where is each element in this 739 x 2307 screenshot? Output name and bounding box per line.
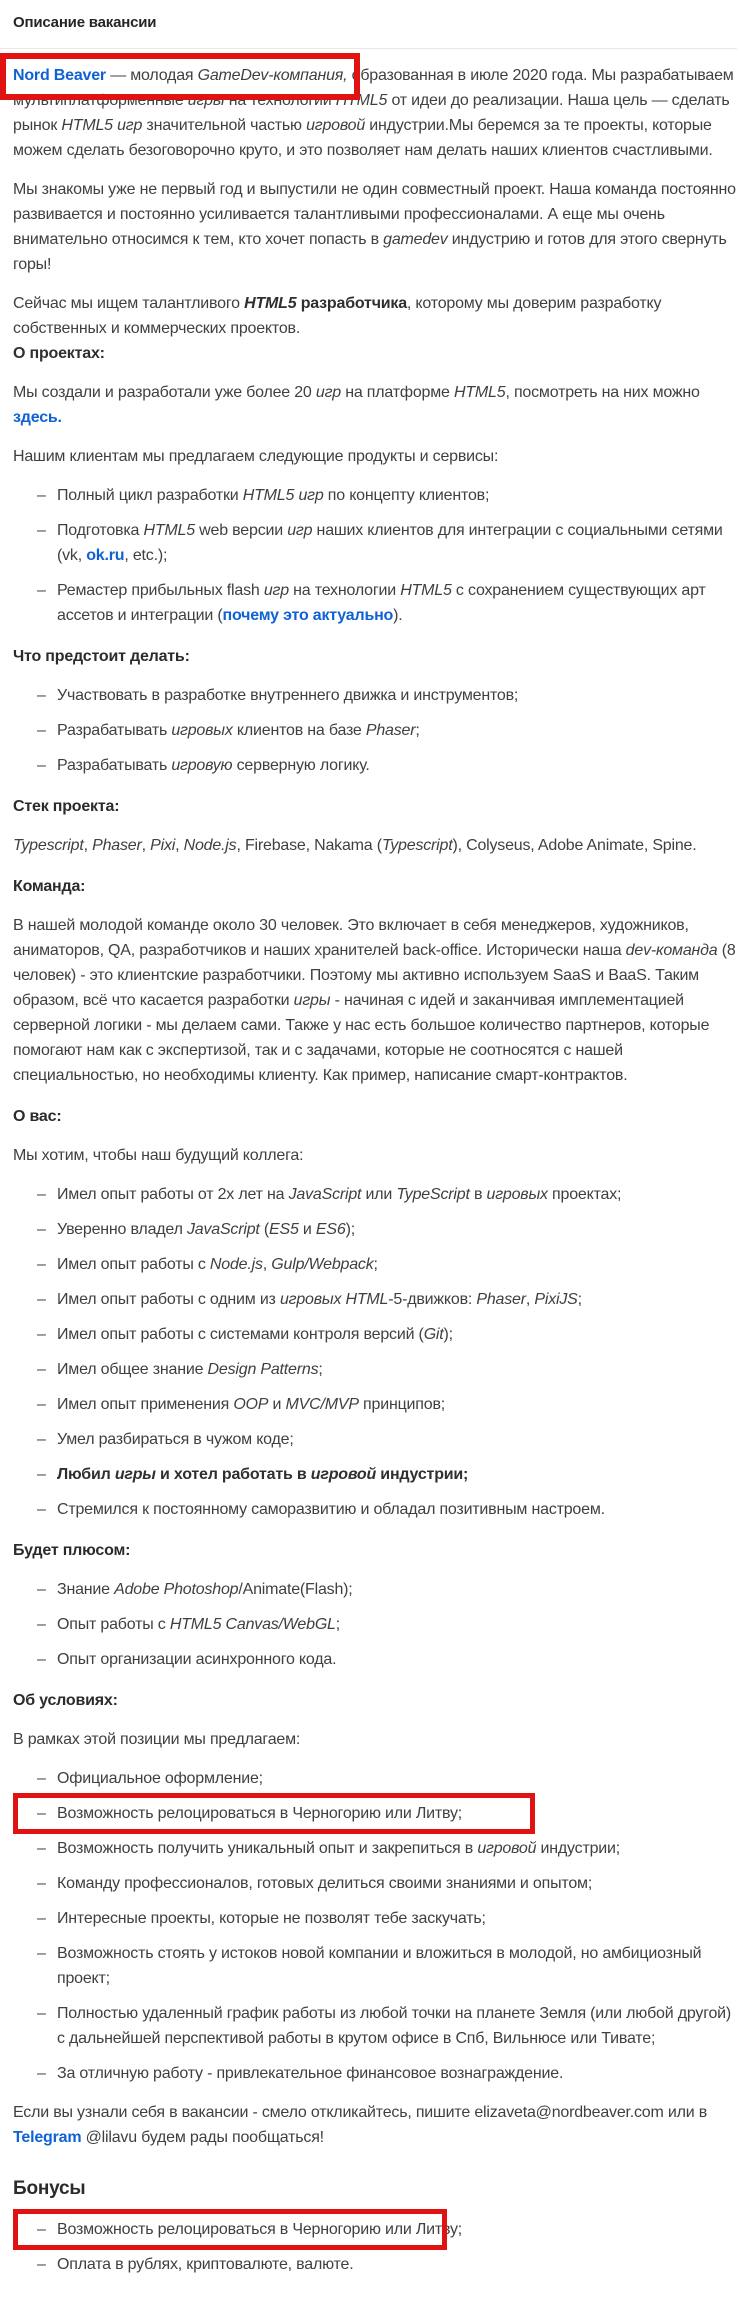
text-segment: Pixi bbox=[150, 837, 176, 854]
list-item bbox=[37, 1941, 737, 1991]
text-segment: HTML5 bbox=[454, 384, 506, 401]
text-segment: и хотел работать в bbox=[155, 1466, 311, 1483]
text-segment: ; bbox=[373, 1256, 378, 1273]
text-segment: на технологии bbox=[288, 582, 401, 599]
list-item bbox=[37, 2001, 737, 2051]
text-segment: , bbox=[83, 837, 93, 854]
text-segment: ; bbox=[577, 1291, 582, 1308]
offer-paragraph: В рамках этой позиции мы предлагаем: bbox=[13, 1731, 301, 1748]
text-segment: Ремастер прибыльных flash bbox=[57, 582, 264, 599]
section-heading-conditions: Об условиях: bbox=[13, 1692, 118, 1709]
text-segment: HTML5 bbox=[400, 582, 452, 599]
text-segment: , bbox=[525, 1291, 535, 1308]
list-item bbox=[37, 1252, 737, 1277]
text-segment: ; bbox=[335, 1616, 341, 1633]
text-segment: ; bbox=[318, 1361, 323, 1378]
section-heading-bonuses: Бонусы bbox=[13, 2178, 86, 2199]
text-segment: Подготовка bbox=[57, 522, 144, 539]
text-segment: JavaScript bbox=[186, 1221, 260, 1238]
text-segment: игр bbox=[263, 582, 289, 599]
text-segment: игровой bbox=[310, 1466, 377, 1483]
text-segment: Phaser bbox=[365, 722, 416, 739]
text-segment: (8 человек) - это клиентские разработчики. Поэтому мы активно используем SaaS и BaaS. Таким образом, всё что касается разработки bbox=[13, 942, 736, 1009]
text-segment: Знание bbox=[57, 1581, 115, 1598]
text-segment: от идеи до реализации. Наша цель — сделать рынок bbox=[13, 92, 730, 134]
text-segment: Команду профессионалов, готовых делиться своими знаниями и опытом; bbox=[57, 1875, 593, 1892]
text-segment: @lilavu будем рады пообщаться! bbox=[81, 2129, 324, 2146]
text-segment: образованная в июле 2020 года. Мы разрабатываем мультиплатформенные bbox=[13, 67, 734, 109]
list-item bbox=[37, 683, 737, 708]
list-item bbox=[37, 483, 737, 508]
page-title: Описание вакансии bbox=[13, 14, 157, 31]
text-segment: игровых bbox=[279, 1291, 342, 1308]
text-segment: Разрабатывать bbox=[57, 722, 172, 739]
text-segment: , bbox=[141, 837, 151, 854]
text-segment: индустрии; bbox=[536, 1840, 621, 1857]
text-segment: , bbox=[175, 837, 184, 854]
text-segment: игры bbox=[114, 1466, 156, 1483]
text-segment: проектах; bbox=[547, 1186, 622, 1203]
section-heading-todo: Что предстоит делать: bbox=[13, 648, 190, 665]
text-segment: , bbox=[262, 1256, 272, 1273]
nord-beaver-link[interactable]: Nord Beaver bbox=[13, 67, 106, 84]
text-segment: , которому мы доверим разработку собственных и коммерческих проектов. bbox=[13, 295, 662, 337]
text-segment: За отличную работу - привлекательное финансовое вознаграждение. bbox=[57, 2065, 564, 2082]
text-segment: gamedev bbox=[383, 231, 448, 248]
text-segment: TypeScript bbox=[396, 1186, 470, 1203]
text-segment: HTML5 bbox=[143, 522, 195, 539]
stack-paragraph bbox=[13, 833, 737, 858]
list-item bbox=[37, 518, 737, 568]
text-segment: Имел опыт работы с bbox=[57, 1256, 210, 1273]
text-segment: Разрабатывать bbox=[57, 757, 172, 774]
text-segment: Adobe Photoshop bbox=[114, 1581, 239, 1598]
contact-paragraph bbox=[13, 2100, 737, 2150]
text-segment: Оплата в рублях, криптовалюте, валюте. bbox=[57, 2256, 354, 2273]
text-segment: Полностью удаленный график работы из любой точки на планете Земля (или любой другой) с дальнейшей перспективой работы в крутом офисе в Спб, Вильнюсе или Тивате; bbox=[57, 2005, 732, 2047]
text-segment: Имел опыт работы с одним из bbox=[57, 1291, 280, 1308]
text-segment: ES6 bbox=[315, 1221, 346, 1238]
clients-paragraph: Нашим клиентам мы предлагаем следующие продукты и сервисы: bbox=[13, 448, 499, 465]
text-segment: Мы создали и разработали уже более 20 bbox=[13, 384, 316, 401]
divider bbox=[0, 48, 737, 49]
list-item bbox=[37, 1906, 737, 1931]
list-item bbox=[37, 1322, 737, 1347]
text-segment: В нашей молодой команде около 30 человек. Это включает в себя менеджеров, художников, аниматоров, QA, разработчиков и наших хранителей back-office. Исторически наша bbox=[13, 917, 689, 959]
text-segment: в bbox=[469, 1186, 487, 1203]
text-segment: Typescript bbox=[13, 837, 84, 854]
list-item bbox=[37, 1497, 737, 1522]
text-segment: Typescript bbox=[381, 837, 453, 854]
text-segment: с сохранением существующих арт ассетов и интеграции ( bbox=[57, 582, 706, 624]
text-segment: PixiJS bbox=[534, 1291, 578, 1308]
text-segment: и bbox=[298, 1221, 316, 1238]
colleague-paragraph: Мы хотим, чтобы наш будущий коллега: bbox=[13, 1147, 304, 1164]
list-item bbox=[37, 2252, 737, 2277]
text-segment: на платформе bbox=[340, 384, 454, 401]
section-heading-team: Команда: bbox=[13, 878, 86, 895]
text-segment: , посмотреть на них можно bbox=[505, 384, 700, 401]
text-segment: игровых bbox=[171, 722, 233, 739]
list-item bbox=[37, 718, 737, 743]
text-segment: индустрии; bbox=[376, 1466, 469, 1483]
text-segment: игровую bbox=[171, 757, 233, 774]
list-item bbox=[37, 1287, 737, 1312]
text-segment: серверную логику. bbox=[232, 757, 370, 774]
text-segment: игр bbox=[287, 522, 313, 539]
conditions-list bbox=[13, 1766, 737, 2086]
text-segment: MVC/MVP bbox=[285, 1396, 359, 1413]
list-item bbox=[37, 2217, 737, 2242]
plus-list bbox=[13, 1577, 737, 1672]
text-segment: или bbox=[361, 1186, 397, 1203]
text-segment: ); bbox=[345, 1221, 355, 1238]
text-segment: OOP bbox=[233, 1396, 269, 1413]
text-segment: наших клиентов для интеграции с социальными сетями (vk, bbox=[57, 522, 723, 564]
text-segment: Полный цикл разработки bbox=[57, 487, 243, 504]
list-item bbox=[37, 1766, 737, 1791]
list-item bbox=[37, 1217, 737, 1242]
text-segment: Phaser bbox=[92, 837, 142, 854]
text-segment: ); bbox=[443, 1326, 453, 1343]
text-segment: Если вы узнали себя в вакансии - смело откликайтесь, пишите elizaveta@nordbeaver.com или в bbox=[13, 2104, 708, 2121]
list-item bbox=[37, 1427, 737, 1452]
text-segment: GameDev-компания, bbox=[197, 67, 348, 84]
text-segment: Имел опыт работы с системами контроля версий ( bbox=[57, 1326, 424, 1343]
seeking-paragraph bbox=[13, 291, 737, 366]
intro-paragraph bbox=[13, 63, 737, 163]
text-segment: Git bbox=[423, 1326, 444, 1343]
text-segment: HTML5 игр bbox=[242, 487, 324, 504]
text-segment: индустрию и готов для этого свернуть горы! bbox=[13, 231, 727, 273]
portfolio-link[interactable]: здесь. bbox=[13, 409, 62, 426]
text-segment: игровой bbox=[477, 1840, 537, 1857]
text-segment: HTML5 bbox=[244, 295, 297, 312]
list-item bbox=[37, 1647, 737, 1672]
text-segment: Мы знакомы уже не первый год и выпустили не один совместный проект. Наша команда постоянно развивается и постоянно усиливается талантливыми профессионалами. А еще мы очень внимательно относимся к тем, кто хочет попасть в bbox=[13, 181, 736, 248]
text-segment: Любил bbox=[57, 1466, 115, 1483]
text-segment: разработчика bbox=[300, 295, 407, 312]
text-segment: , Firebase, Nakama ( bbox=[236, 837, 382, 854]
text-segment: ), Colyseus, Adobe Animate, Spine. bbox=[452, 837, 697, 854]
text-segment: HTML5 игр bbox=[61, 117, 143, 134]
text-segment: Официальное оформление; bbox=[57, 1770, 263, 1787]
intro-block bbox=[13, 63, 737, 163]
requirements-list bbox=[13, 1182, 737, 1522]
projects-paragraph bbox=[13, 380, 737, 430]
text-segment: ). bbox=[393, 607, 403, 624]
text-segment: Имел опыт применения bbox=[57, 1396, 234, 1413]
text-segment: Node.js bbox=[209, 1256, 263, 1273]
text-segment: Возможность релоцироваться в Черногорию или Литву; bbox=[57, 2221, 463, 2238]
text-segment: принципов; bbox=[358, 1396, 445, 1413]
text-segment: Возможность получить уникальный опыт и закрепиться в bbox=[57, 1840, 478, 1857]
list-item bbox=[37, 1612, 737, 1637]
text-segment: на технологии bbox=[224, 92, 336, 109]
products-list bbox=[13, 483, 737, 628]
team-history-paragraph bbox=[13, 177, 737, 277]
okru-link[interactable]: ok.ru bbox=[86, 547, 125, 564]
telegram-link[interactable]: Telegram bbox=[13, 2129, 82, 2146]
section-heading-stack: Стек проекта: bbox=[13, 798, 120, 815]
list-item bbox=[37, 2061, 737, 2086]
text-segment: dev-команда bbox=[625, 942, 718, 959]
list-item bbox=[37, 1871, 737, 1896]
todo-list bbox=[13, 683, 737, 778]
text-segment: - начиная с идей и заканчивая имплементацией серверной логики - мы делаем сами. Также у нас есть большое количество партнеров, которые помогают нам как с экспертизой, так и с задачами, которые не соотносятся с нашей специальностью, но необходимы клиенту. Как пример, написание смарт-контрактов. bbox=[13, 992, 710, 1084]
text-segment: Сейчас мы ищем талантливого bbox=[13, 295, 245, 312]
team-paragraph bbox=[13, 913, 737, 1088]
text-segment: Возможность релоцироваться в Черногорию или Литву; bbox=[57, 1805, 463, 1822]
text-segment: Node.js bbox=[183, 837, 237, 854]
text-segment: Опыт работы с bbox=[57, 1616, 170, 1633]
text-segment: HTML5 Canvas/WebGL bbox=[169, 1616, 336, 1633]
text-segment: игры bbox=[187, 92, 225, 109]
text-segment: ( bbox=[259, 1221, 270, 1238]
list-item bbox=[37, 1182, 737, 1207]
text-segment: Имел опыт работы от 2х лет на bbox=[57, 1186, 289, 1203]
why-relevant-link[interactable]: почему это актуально bbox=[222, 607, 394, 624]
section-heading-about: О вас: bbox=[13, 1108, 62, 1125]
text-segment: Имел общее знание bbox=[57, 1361, 208, 1378]
text-segment: — молодая bbox=[105, 67, 198, 84]
text-segment: и bbox=[268, 1396, 286, 1413]
text-segment: игры bbox=[293, 992, 331, 1009]
text-segment: индустрии.Мы беремся за те проекты, которые можем сделать безоговорочно круто, и это позволяет нам делать наших клиентов счастливыми. bbox=[13, 117, 713, 159]
text-segment: JavaScript bbox=[288, 1186, 362, 1203]
list-item bbox=[37, 578, 737, 628]
text-segment: ES5 bbox=[269, 1221, 299, 1238]
text-segment: /Animate(Flash); bbox=[238, 1581, 353, 1598]
text-segment: Опыт организации асинхронного кода. bbox=[57, 1651, 337, 1668]
list-item bbox=[37, 1357, 737, 1382]
list-item bbox=[37, 1577, 737, 1602]
text-segment: игровой bbox=[306, 117, 366, 134]
list-item bbox=[37, 1801, 737, 1826]
text-segment: по концепту клиентов; bbox=[323, 487, 490, 504]
text-segment: HTML bbox=[345, 1291, 389, 1308]
text-segment: значительной частью bbox=[142, 117, 307, 134]
text-segment: Gulp/Webpack bbox=[271, 1256, 374, 1273]
text-segment: Участвовать в разработке внутреннего движка и инструментов; bbox=[57, 687, 519, 704]
text-segment: Design Patterns bbox=[207, 1361, 319, 1378]
text-segment: Возможность стоять у истоков новой компании и вложиться в молодой, но амбициозный проект; bbox=[57, 1945, 702, 1987]
text-segment: Интересные проекты, которые не позволят тебе заскучать; bbox=[57, 1910, 486, 1927]
list-item bbox=[37, 1462, 737, 1487]
text-segment: игровых bbox=[486, 1186, 548, 1203]
text-segment: клиентов на базе bbox=[232, 722, 366, 739]
text-segment: , etc.); bbox=[124, 547, 168, 564]
section-heading-plus: Будет плюсом: bbox=[13, 1542, 131, 1559]
list-item bbox=[37, 753, 737, 778]
text-segment: О проектах: bbox=[13, 345, 105, 362]
text-segment: Умел разбираться в чужом коде; bbox=[57, 1431, 294, 1448]
text-segment: Уверенно владел bbox=[57, 1221, 187, 1238]
text-segment: Стремился к постоянному саморазвитию и обладал позитивным настроем. bbox=[57, 1501, 605, 1518]
list-item bbox=[37, 1392, 737, 1417]
bonuses-list bbox=[13, 2217, 737, 2277]
text-segment: игр bbox=[315, 384, 341, 401]
text-segment: -5-движков: bbox=[388, 1291, 477, 1308]
text-segment: HTML5 bbox=[335, 92, 388, 109]
list-item bbox=[37, 1836, 737, 1861]
text-segment: web версии bbox=[194, 522, 288, 539]
text-segment: ; bbox=[415, 722, 420, 739]
text-segment: Phaser bbox=[476, 1291, 526, 1308]
